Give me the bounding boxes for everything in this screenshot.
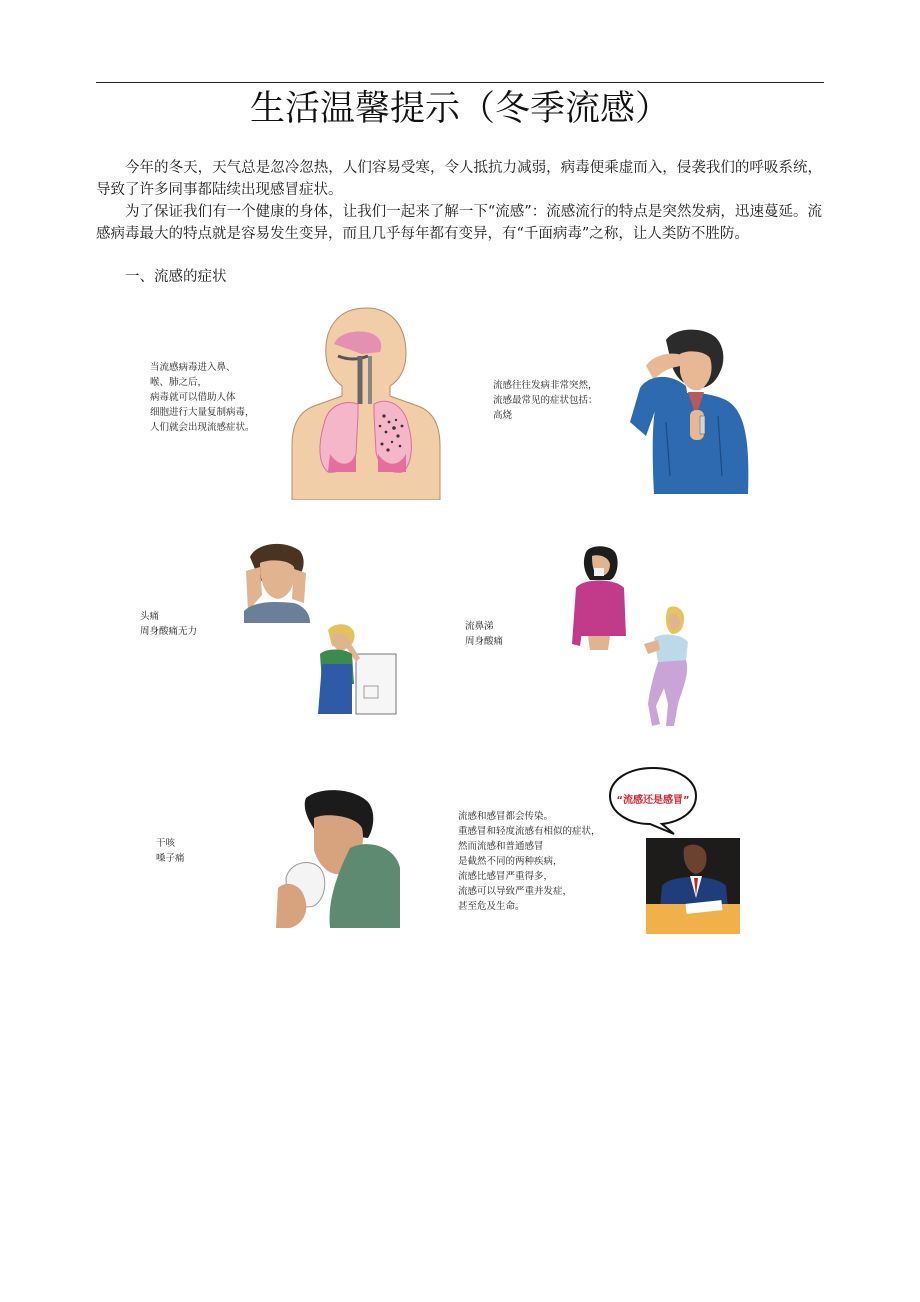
intro-paragraph-1: 今年的冬天，天气总是忽冷忽热，人们容易受寒，令人抵抗力减弱，病毒便乘虚而入，侵袭我们的呼吸系统，导致了许多同事都陆续出现感冒症状。 bbox=[96, 160, 822, 198]
caption-headache: 头痛 周身酸痛无力 bbox=[140, 611, 198, 637]
caption-runny-nose: 流鼻涕 周身酸痛 bbox=[465, 621, 504, 647]
caption-flu-vs-cold: 流感和感冒都会传染。 重感冒和轻度流感有相似的症状， 然而流感和普通感冒 是截然不同的两种疾病， 流感比感冒严重得多， 流感可以导致严重并发症， 甚至危及生命。 bbox=[458, 811, 601, 912]
fever-man-illustration bbox=[626, 326, 752, 494]
header-rule bbox=[96, 82, 824, 83]
caption-sudden-onset: 流感往往发病非常突然， 流感最常见的症状包括： 高烧 bbox=[493, 380, 598, 421]
page-title: 生活温馨提示（冬季流感） bbox=[249, 89, 670, 129]
back-pain-woman-illustration bbox=[638, 604, 698, 730]
intro-paragraph-2: 为了保证我们有一个健康的身体，让我们一起来了解一下“流感”：流感流行的特点是突然发病，迅速蔓延。流感病毒最大的特点就是容易发生变异，而且几乎每年都有变异，有“千面病毒”之称，让人类防不胜防。 bbox=[96, 204, 822, 242]
coughing-man-illustration bbox=[270, 788, 400, 930]
tired-worker-illustration bbox=[316, 624, 398, 716]
headache-woman-illustration bbox=[244, 541, 310, 623]
speech-bubble bbox=[608, 766, 698, 836]
respiratory-anatomy-illustration bbox=[288, 304, 444, 500]
section-heading-symptoms: 一、流感的症状 bbox=[125, 269, 227, 285]
speech-bubble-text: “流感还是感冒” bbox=[616, 795, 690, 806]
caption-dry-cough: 干咳 嗓子痛 bbox=[156, 838, 185, 864]
doctor-at-desk-illustration bbox=[646, 838, 740, 934]
caption-virus-entry: 当流感病毒进入鼻、 喉、肺之后， 病毒就可以借助人体 细胞进行大量复制病毒， 人们就会出现流感症状。 bbox=[150, 362, 255, 433]
sneezing-woman-illustration bbox=[572, 544, 628, 650]
